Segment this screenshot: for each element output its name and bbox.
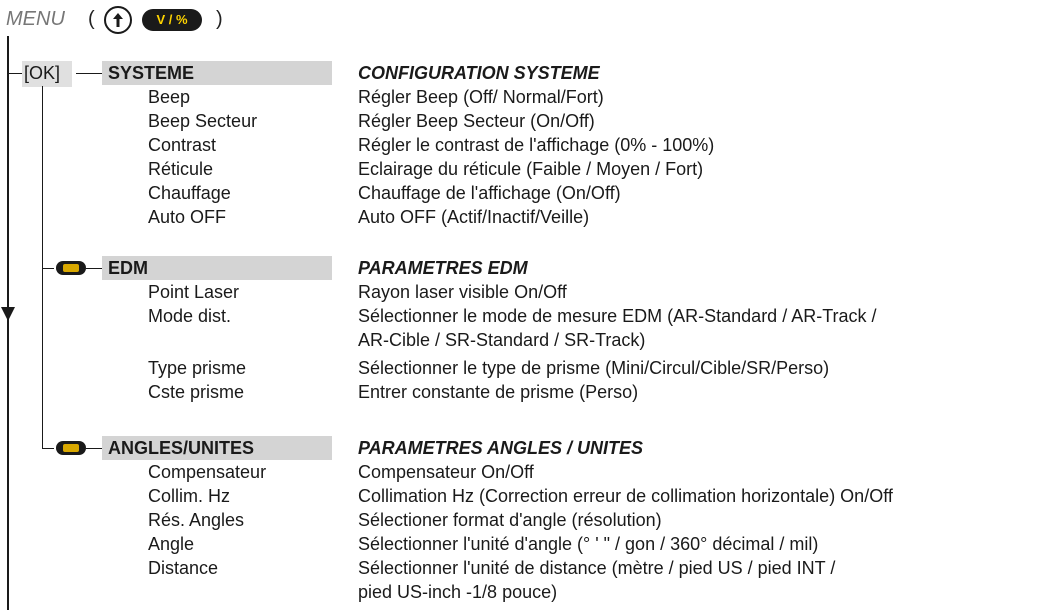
item-name: Mode dist. (148, 306, 232, 326)
item-name: Angle (148, 534, 195, 554)
down-arrow-icon (0, 306, 16, 322)
item-desc: Entrer constante de prisme (Perso) (358, 382, 639, 402)
item-name: Compensateur (148, 462, 267, 482)
item-desc-continued: AR-Cible / SR-Standard / SR-Track) (358, 330, 646, 350)
section-title-systeme: SYSTEME (108, 63, 195, 83)
item-name: Chauffage (148, 183, 231, 203)
item-name: Beep Secteur (148, 111, 258, 131)
tree-branch-edm-2 (86, 268, 102, 269)
section-heading-systeme: CONFIGURATION SYSTEME (358, 63, 600, 83)
item-name: Point Laser (148, 282, 240, 302)
item-name: Contrast (148, 135, 217, 155)
item-desc: Sélectionner l'unité d'angle (° ' " / gon / 360° décimal / mil) (358, 534, 819, 554)
item-name: Type prisme (148, 358, 247, 378)
item-desc: Régler Beep Secteur (On/Off) (358, 111, 595, 131)
section-title-angles: ANGLES/UNITES (108, 438, 255, 458)
item-name: Beep (148, 87, 191, 107)
function-key-icon[interactable] (56, 441, 86, 455)
item-desc: Sélectionner le mode de mesure EDM (AR-Standard / AR-Track / (358, 306, 877, 326)
item-desc: Rayon laser visible On/Off (358, 282, 567, 302)
item-name: Distance (148, 558, 219, 578)
section-heading-edm: PARAMETRES EDM (358, 258, 528, 278)
menu-title: MENU (6, 8, 65, 30)
section-title-edm: EDM (108, 258, 148, 278)
ok-key-label: [OK] (24, 63, 61, 83)
tree-branch-angles (42, 448, 54, 449)
item-desc: Compensateur On/Off (358, 462, 534, 482)
item-desc: Régler Beep (Off/ Normal/Fort) (358, 87, 604, 107)
item-desc: Sélectionner le type de prisme (Mini/Circul/Cible/SR/Perso) (358, 358, 830, 378)
tree-main-line (7, 36, 9, 610)
v-percent-key[interactable]: V / % (142, 9, 202, 31)
item-desc-continued: pied US-inch -1/8 pouce) (358, 582, 558, 602)
up-arrow-icon (111, 12, 125, 28)
item-desc: Auto OFF (Actif/Inactif/Veille) (358, 207, 590, 227)
item-desc: Régler le contrast de l'affichage (0% - 100%) (358, 135, 715, 155)
open-paren: ( (88, 8, 95, 30)
tree-branch-edm (42, 268, 54, 269)
item-desc: Sélectionner l'unité de distance (mètre / pied US / pied INT / (358, 558, 836, 578)
section-heading-angles: PARAMETRES ANGLES / UNITES (358, 438, 644, 458)
item-name: Auto OFF (148, 207, 227, 227)
item-desc: Sélectioner format d'angle (résolution) (358, 510, 662, 530)
item-desc: Collimation Hz (Correction erreur de collimation horizontale) On/Off (358, 486, 893, 506)
close-paren: ) (216, 8, 223, 30)
item-name: Collim. Hz (148, 486, 231, 506)
tree-branch-angles-2 (86, 448, 102, 449)
item-name: Réticule (148, 159, 214, 179)
item-name: Cste prisme (148, 382, 245, 402)
up-arrow-key[interactable] (104, 6, 132, 34)
item-desc: Chauffage de l'affichage (On/Off) (358, 183, 621, 203)
function-key-icon[interactable] (56, 261, 86, 275)
item-name: Rés. Angles (148, 510, 245, 530)
tree-branch-ok (8, 73, 22, 74)
tree-branch-systeme (76, 73, 102, 74)
item-desc: Eclairage du réticule (Faible / Moyen / Fort) (358, 159, 704, 179)
tree-secondary-line-2 (42, 284, 43, 448)
tree-secondary-line (42, 86, 43, 284)
